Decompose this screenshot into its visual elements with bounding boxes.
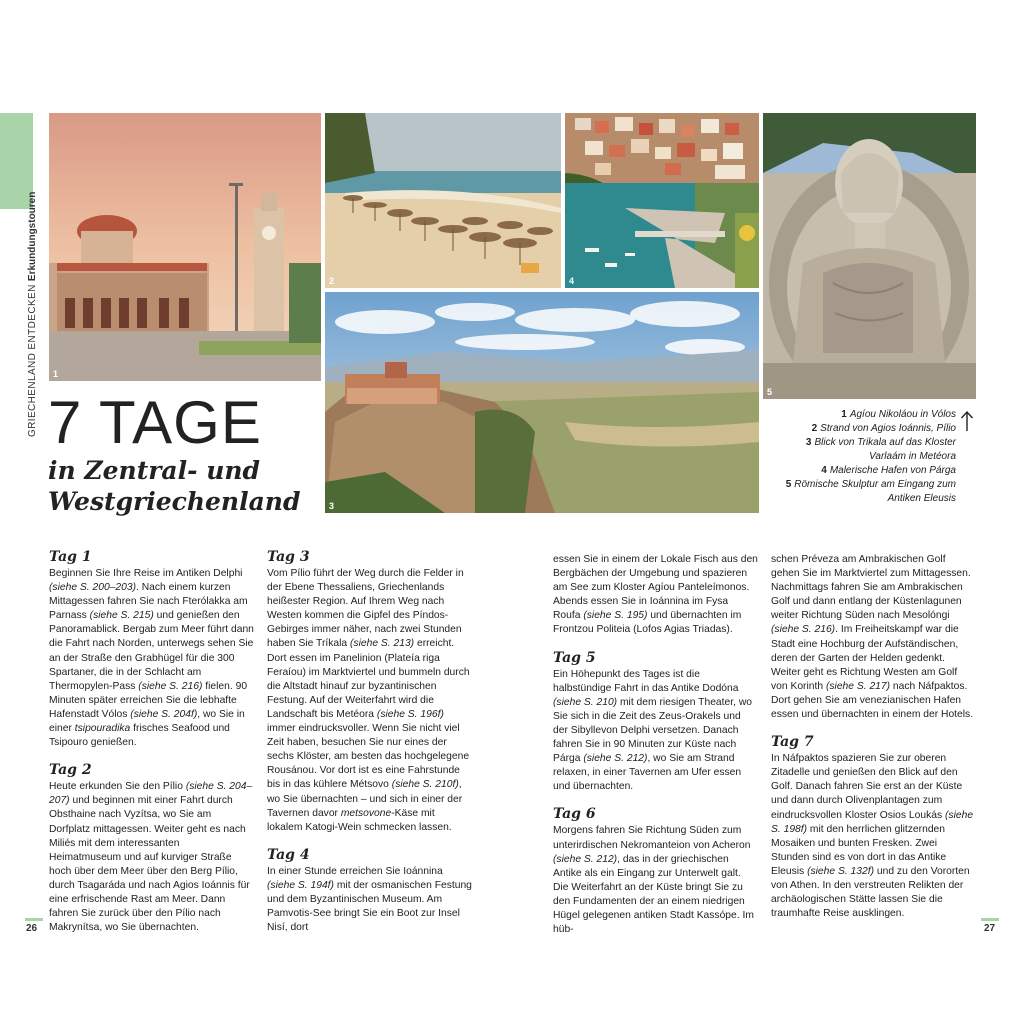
photo-roman-sculpture	[763, 113, 976, 399]
day-heading: Tag 5	[553, 649, 596, 666]
day-text: In Náfpaktos spazieren Sie zur oberen Zitadelle und genießen den Blick auf den Golf. Danach fahren Sie erst an der Küste und dann durch Olivenplantagen zum eindrucksvollen Kloster Osios Loukás (siehe S. 198f) mit den herrlichen glitzernden Mosaiken und bunten Fresken. Zwei Stunden sind es von dort in das Antike Eleusis (siehe S. 132f) und zu den Vororten von Athen. In den verstreuten Relikten der archäologischen Stätte lassen Sie die traumhafte Reise ausklingen.	[771, 753, 974, 920]
text-column-4	[771, 553, 976, 921]
text-column-1	[49, 549, 254, 935]
day-heading: Tag 3	[267, 549, 310, 565]
caption-item: 3 Blick von Trikala auf das Kloster Varlaám in Metéora	[805, 437, 956, 462]
day-text: Heute erkunden Sie den Pílio (siehe S. 204–207) und beginnen mit einer Fahrt durch Obsthaine nach Vyzítsa, wo Sie am Dorfplatz mittagessen. Weiter geht es nach Miliés mit dem interessanten Heimatmuseum und auf kurviger Straße hoch über dem Meer über den Berg Pílio, durch Tsagaráda und nach Agios Ioánnis für eine erfrischende Rast am Meer. Dann fahren Sie zurück über den Pílio nach Makrynítsa, wo Sie übernachten.	[49, 781, 253, 934]
day-text: essen Sie in einem der Lokale Fisch aus den Bergbächen der Umgebung und spazieren am See zum Kloster Agíou Panteleímonos. Abends essen Sie in Ioánnina im Fysa Roufa (siehe S. 195) und übernachten im Frontzou Politeia (Lofos Agias Triadas).	[553, 554, 758, 636]
section-title: Erkundungstouren	[27, 191, 38, 282]
photo-beach-pilio	[325, 113, 561, 288]
photo-number: 5	[767, 387, 773, 397]
section-name: GRIECHENLAND ENTDECKEN	[27, 284, 38, 437]
photo-harbour-parga	[565, 113, 759, 288]
text-column-3	[553, 553, 758, 937]
caption-item: 5 Römische Skulptur am Eingang zum Antiken Eleusis	[785, 479, 956, 504]
page-number-right: 27	[984, 923, 996, 934]
day-text: schen Préveza am Ambrakischen Golf gehen Sie im Marktviertel zum Mittagessen. Nachmittags fahren Sie am Ambrakischen Golf und dann entlang der Küstenlagunen weiter Richtung Süden nach Mesolóngi (siehe S. 216). Im Freiheitskampf war die Stadt eine Hochburg der Aufständischen, deren der Garten der Helden gedenkt. Weiter geht es Richtung Westen am Golf von Korinth (siehe S. 217) nach Náfpaktos. Dort gehen Sie am venezianischen Hafen essen und übernachten in einem der Hotels.	[771, 554, 974, 721]
day-heading: Tag 6	[553, 806, 596, 823]
day-text: Morgens fahren Sie Richtung Süden zum unterirdischen Nekromanteion von Acheron (siehe S. 212), das in der griechischen Antike als ein Eingang zur Unterwelt galt. Die Weiterfahrt an der Küste bringt Sie zu den Fundamenten der an einem niedrigen Hügel gelegenen antiken Stadt Kassópe. Im hüb-	[553, 825, 754, 936]
day-heading: Tag 4	[267, 846, 310, 863]
photo-number: 3	[329, 501, 335, 511]
photo-number: 2	[329, 276, 335, 286]
day-text: Beginnen Sie Ihre Reise im Antiken Delphi (siehe S. 200–203). Nach einem kurzen Mittagessen fahren Sie nach Fterólakka am Parnass (siehe S. 215) und genießen den Panoramablick. Bergab zum Meer führt dann die Fahrt nach Norden, unterwegs sehen Sie an der Straße den Grabhügel für die 300 Spartaner, die in der Schlacht am Thermopylen-Pass (siehe S. 216) fielen. 90 Minuten später erreichen Sie die lebhafte Hafenstadt Vólos (siehe S. 204f), wo Sie in einer tsipouradika frisches Seafood und Tsipouro genießen.	[49, 568, 254, 749]
photo-number: 4	[569, 276, 575, 286]
photo-meteora-monastery	[325, 292, 759, 513]
text-column-2	[267, 549, 472, 935]
photo-captions	[780, 408, 956, 506]
day-heading: Tag 7	[771, 734, 814, 751]
day-text: In einer Stunde erreichen Sie Ioánnina (siehe S. 194f) mit der osmanischen Festung und dem Byzantinischen Museum. Am Pamvotis-See bringt Sie ein Boot zur Insel Nisí, dort	[267, 865, 472, 934]
page-marker-left	[25, 918, 43, 921]
page-title: 7 TAGE	[48, 389, 262, 456]
day-heading: Tag 1	[49, 549, 92, 565]
page-number-left: 26	[26, 923, 38, 934]
caption-item: 2 Strand von Agios Ioánnis, Pílio	[811, 423, 956, 434]
caption-item: 4 Malerische Hafen von Párga	[821, 465, 956, 476]
day-text: Vom Pílio führt der Weg durch die Felder in der Ebene Thessaliens, Griechenlands heißester Region. Auf Ihrem Weg nach Westen kommen die Gipfel des Píndos-Gebirges immer näher, nach zwei Stunden haben Sie Tríkala (siehe S. 213) erreicht. Dort essen im Panelinion (Plateía riga Feraíou) im Marktviertel und bummeln durch die Altstadt hinauf zur byzantinischen Festung. Auf der Weiterfahrt wird die Landschaft bis Metéora (siehe S. 196f) immer eindrucksvoller. Wenn Sie nicht viel Zeit haben, besuchen Sie nur eines der sechs Klöster, am besten das hochgelegene Rousánou. Vor dort ist es eine Fahrstunde bis in das kühlere Métsovo (siehe S. 210f), wo Sie übernachten – und sich in einer der Tavernen davor metsovone-Käse mit lokalem Katogi-Wein schmecken lassen.	[267, 568, 470, 833]
day-heading: Tag 2	[49, 762, 92, 779]
page-subtitle: in Zentral- und Westgriechenland	[48, 456, 301, 516]
day-text: Ein Höhepunkt des Tages ist die halbstündige Fahrt in das Antike Dodóna (siehe S. 210) mit dem riesigen Theater, wo Sie sich in die Zeit des Zeus-Orakels und der Sibyllevon Delphi versetzen. Danach fahren Sie in 90 Minuten zur Küste nach Párga (siehe S. 212), wo Sie am Strand relaxen, in einer Tavernen am Ufer essen und übernachten.	[553, 668, 752, 793]
caption-item: 1 Agíou Nikoláou in Vólos	[841, 409, 956, 420]
page-marker-right	[981, 918, 999, 921]
section-label	[27, 192, 38, 437]
photo-number: 1	[53, 369, 59, 379]
arrow-up-icon	[960, 410, 974, 432]
photo-church-volos	[49, 113, 321, 381]
